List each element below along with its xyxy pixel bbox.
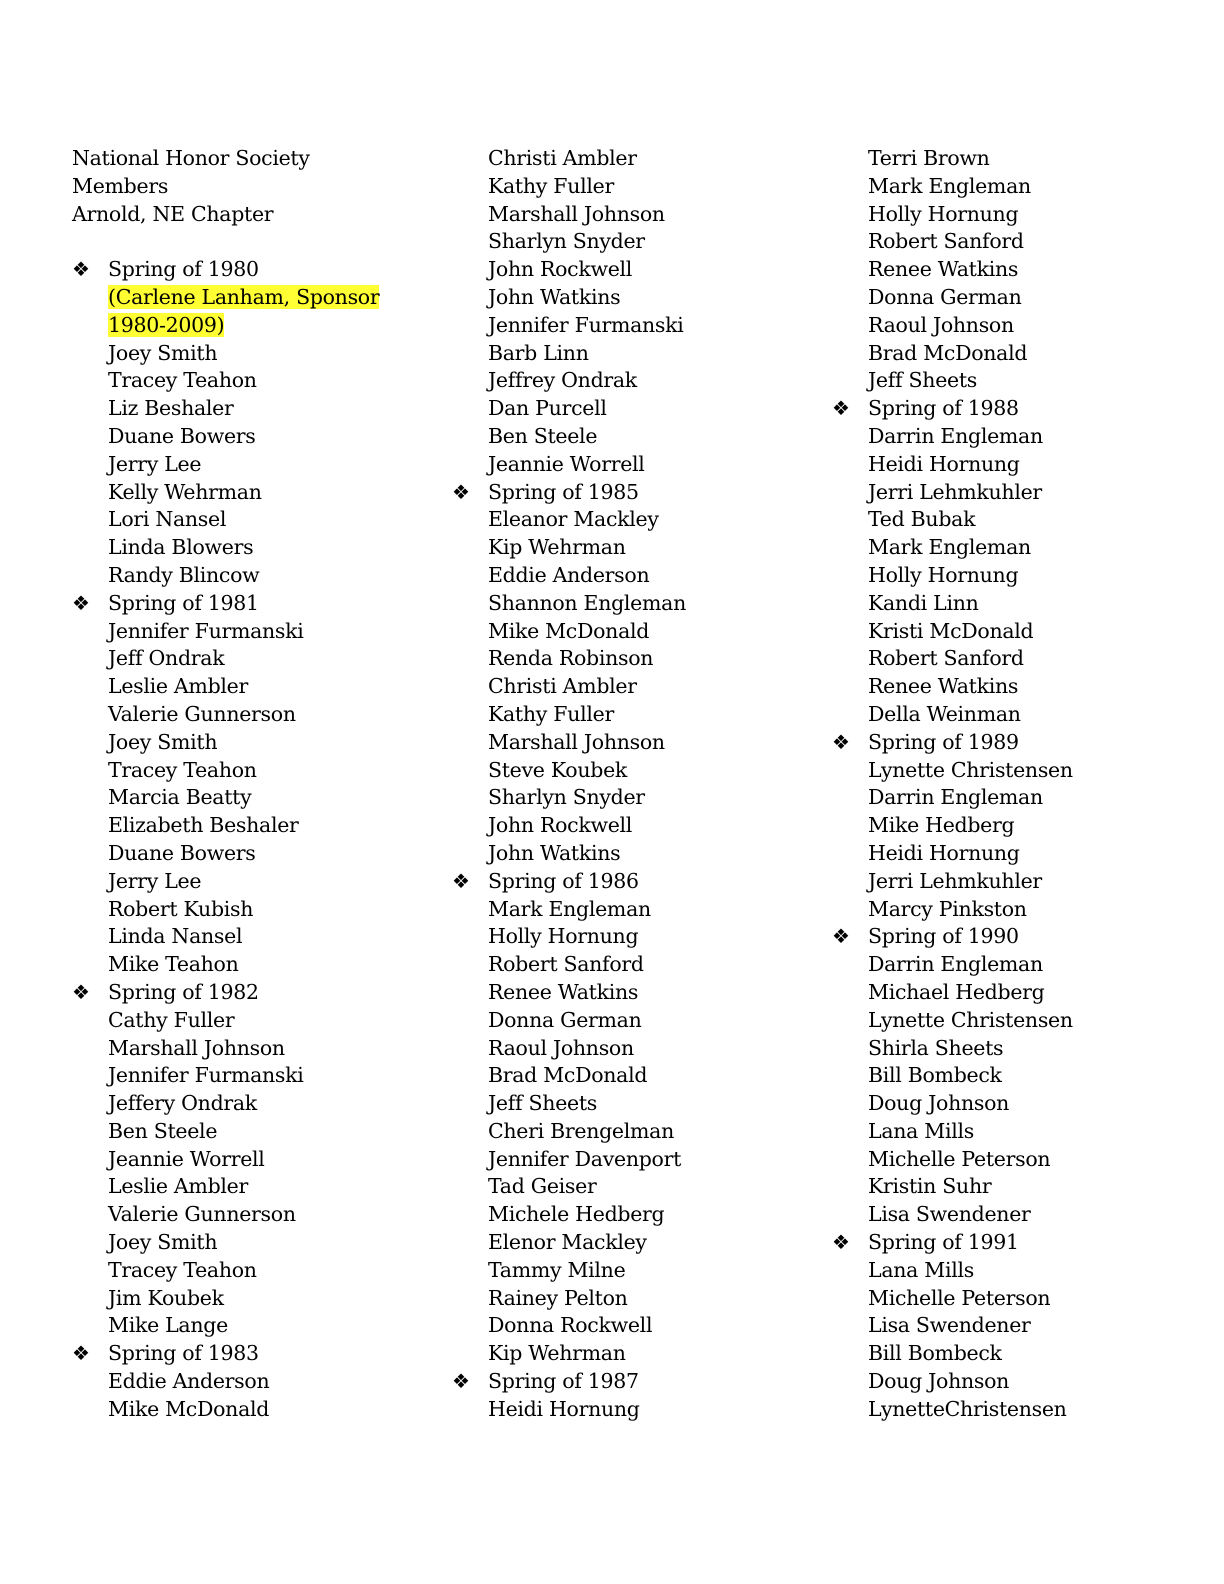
member-name: Kathy Fuller — [488, 173, 614, 198]
member-name: Sharlyn Snyder — [488, 229, 645, 254]
diamond-bullet-icon: ❖ — [452, 479, 470, 504]
member-name: Kip Wehrman — [488, 1341, 626, 1366]
chapter-name: Arnold, NE Chapter — [72, 201, 274, 226]
member-name: Randy Blincow — [108, 562, 260, 587]
section-heading-label: Spring of 1982 — [108, 979, 259, 1004]
member-name: Christi Ambler — [488, 146, 637, 170]
section-heading-spring-of-1982 — [72, 979, 432, 1007]
member-name: Joey Smith — [108, 1230, 218, 1255]
document-subtitle: Members — [72, 173, 169, 198]
column-2 — [452, 145, 812, 1424]
section-heading-spring-of-1980 — [72, 256, 432, 284]
member-name: Kandi Linn — [868, 590, 979, 615]
member-name: Renee Watkins — [488, 979, 639, 1004]
member-name: Della Weinman — [868, 701, 1021, 726]
section-heading-spring-of-1983 — [72, 1340, 432, 1368]
diamond-bullet-icon: ❖ — [72, 257, 90, 282]
member-name: Bill Bombeck — [868, 1341, 1002, 1366]
diamond-bullet-icon: ❖ — [832, 396, 850, 421]
member-name: Leslie Ambler — [108, 1174, 248, 1199]
member-name: Mike Teahon — [108, 952, 239, 977]
member-name: Liz Beshaler — [108, 396, 234, 421]
member-name: Dan Purcell — [488, 396, 607, 421]
diamond-bullet-icon: ❖ — [452, 1369, 470, 1394]
member-name: Renee Watkins — [868, 257, 1019, 282]
member-name: Eddie Anderson — [488, 562, 650, 587]
member-name: Michelle Peterson — [868, 1285, 1051, 1310]
member-name: Tammy Milne — [488, 1257, 626, 1282]
member-name: Jerri Lehmkuhler — [868, 868, 1042, 893]
sponsor-note-line — [72, 284, 432, 312]
document-title: National Honor Society — [72, 146, 310, 170]
member-name: Rainey Pelton — [488, 1285, 628, 1310]
member-name: Jennifer Furmanski — [108, 618, 304, 643]
member-name: Jeff Sheets — [868, 368, 978, 393]
member-name: Heidi Hornung — [868, 840, 1020, 865]
section-heading-spring-of-1989 — [832, 729, 1192, 757]
section-heading-label: Spring of 1983 — [108, 1341, 259, 1366]
member-name: Christi Ambler — [488, 674, 637, 699]
member-name: Jeff Sheets — [488, 1091, 598, 1116]
member-name: Duane Bowers — [108, 840, 256, 865]
member-name: Darrin Engleman — [868, 423, 1043, 448]
member-name: Doug Johnson — [868, 1369, 1010, 1394]
section-heading-label: Spring of 1986 — [488, 868, 639, 893]
member-name: Eleanor Mackley — [488, 507, 659, 532]
section-heading-label: Spring of 1988 — [868, 396, 1019, 421]
sponsor-note-highlight: 1980-2009) — [108, 312, 225, 337]
member-name: Raoul Johnson — [868, 312, 1014, 337]
member-name: Sharlyn Snyder — [488, 785, 645, 810]
section-heading-label: Spring of 1987 — [488, 1369, 639, 1394]
column-1-list — [72, 256, 432, 1423]
member-name: LynetteChristensen — [868, 1396, 1067, 1421]
member-name: Kristin Suhr — [868, 1174, 992, 1199]
member-name: Jerry Lee — [108, 451, 202, 476]
member-name: Tad Geiser — [488, 1174, 597, 1199]
section-heading-label: Spring of 1990 — [868, 924, 1019, 949]
member-name: Jeff Ondrak — [108, 646, 225, 671]
member-name: Jeffery Ondrak — [108, 1091, 257, 1116]
section-heading-spring-of-1981 — [72, 590, 432, 618]
member-name: Kelly Wehrman — [108, 479, 262, 504]
member-name: John Watkins — [488, 840, 621, 865]
member-name: Cheri Brengelman — [488, 1118, 674, 1143]
member-name: Donna Rockwell — [488, 1313, 653, 1338]
member-name: Lana Mills — [868, 1118, 974, 1143]
member-name: Lynette Christensen — [868, 1007, 1073, 1032]
member-name: Holly Hornung — [868, 562, 1019, 587]
member-name: Linda Nansel — [108, 924, 243, 949]
section-heading-spring-of-1990 — [832, 923, 1192, 951]
member-name: Heidi Hornung — [488, 1396, 640, 1421]
member-name: Marcia Beatty — [108, 785, 252, 810]
member-name: Eddie Anderson — [108, 1369, 270, 1394]
member-name: Barb Linn — [488, 340, 589, 365]
member-name: Doug Johnson — [868, 1091, 1010, 1116]
section-heading-label: Spring of 1985 — [488, 479, 639, 504]
member-name: Jim Koubek — [108, 1285, 224, 1310]
member-name: Renda Robinson — [488, 646, 654, 671]
member-name: Mike Hedberg — [868, 813, 1015, 838]
member-name: John Rockwell — [488, 257, 633, 282]
member-name: Robert Sanford — [488, 952, 644, 977]
member-name: Mike McDonald — [108, 1396, 270, 1421]
member-name: Tracey Teahon — [108, 368, 257, 393]
section-heading-spring-of-1991 — [832, 1229, 1192, 1257]
diamond-bullet-icon: ❖ — [832, 924, 850, 949]
column-3-list — [832, 145, 1192, 1424]
member-name: John Watkins — [488, 284, 621, 309]
column-1 — [72, 145, 432, 1424]
member-name: Jerri Lehmkuhler — [868, 479, 1042, 504]
member-name: Tracey Teahon — [108, 1257, 257, 1282]
diamond-bullet-icon: ❖ — [72, 1341, 90, 1366]
member-name: Jeffrey Ondrak — [488, 368, 637, 393]
section-heading-label: Spring of 1980 — [108, 257, 259, 282]
member-name: Darrin Engleman — [868, 952, 1043, 977]
member-name: Jeannie Worrell — [108, 1146, 265, 1171]
member-name: Terri Brown — [868, 146, 990, 170]
member-name: Lisa Swendener — [868, 1313, 1031, 1338]
blank-line — [72, 228, 432, 256]
member-name: Jerry Lee — [108, 868, 202, 893]
member-name: Robert Sanford — [868, 646, 1024, 671]
member-name: Kristi McDonald — [868, 618, 1034, 643]
member-name: Robert Kubish — [108, 896, 254, 921]
section-heading-label: Spring of 1981 — [108, 590, 259, 615]
member-name: Renee Watkins — [868, 674, 1019, 699]
member-name: Marshall Johnson — [488, 201, 665, 226]
member-name: Steve Koubek — [488, 757, 628, 782]
member-name: John Rockwell — [488, 813, 633, 838]
member-name: Kathy Fuller — [488, 701, 614, 726]
member-name: Kip Wehrman — [488, 535, 626, 560]
member-name: Cathy Fuller — [108, 1007, 235, 1032]
member-name: Marshall Johnson — [108, 1035, 285, 1060]
member-name: Mike Lange — [108, 1313, 228, 1338]
member-name: Lynette Christensen — [868, 757, 1073, 782]
member-name: Donna German — [488, 1007, 642, 1032]
member-name: Darrin Engleman — [868, 785, 1043, 810]
member-name: Robert Sanford — [868, 229, 1024, 254]
section-heading-label: Spring of 1991 — [868, 1230, 1019, 1255]
member-name: Mark Engleman — [868, 173, 1031, 198]
diamond-bullet-icon: ❖ — [832, 1230, 850, 1255]
member-name: Marshall Johnson — [488, 729, 665, 754]
member-name: Tracey Teahon — [108, 757, 257, 782]
member-name: Jennifer Davenport — [488, 1146, 682, 1171]
section-heading-spring-of-1985 — [452, 479, 812, 507]
section-heading-spring-of-1988 — [832, 395, 1192, 423]
member-name: Jeannie Worrell — [488, 451, 645, 476]
sponsor-note-line — [72, 312, 432, 340]
member-name: Leslie Ambler — [108, 674, 248, 699]
section-heading-label: Spring of 1989 — [868, 729, 1019, 754]
member-name: Marcy Pinkston — [868, 896, 1027, 921]
section-heading-spring-of-1986 — [452, 868, 812, 896]
member-name: Jennifer Furmanski — [488, 312, 684, 337]
member-name: Joey Smith — [108, 340, 218, 365]
member-name: Linda Blowers — [108, 535, 254, 560]
member-name: Mark Engleman — [868, 535, 1031, 560]
member-name: Michael Hedberg — [868, 979, 1045, 1004]
member-name: Joey Smith — [108, 729, 218, 754]
member-name: Brad McDonald — [488, 1063, 648, 1088]
section-heading-spring-of-1987 — [452, 1368, 812, 1396]
member-name: Bill Bombeck — [868, 1063, 1002, 1088]
member-name: Shannon Engleman — [488, 590, 686, 615]
diamond-bullet-icon: ❖ — [452, 868, 470, 893]
member-name: Ben Steele — [108, 1118, 218, 1143]
member-name: Mike McDonald — [488, 618, 650, 643]
member-name: Lana Mills — [868, 1257, 974, 1282]
member-name: Jennifer Furmanski — [108, 1063, 304, 1088]
member-name: Holly Hornung — [488, 924, 639, 949]
sponsor-note-highlight: (Carlene Lanham, Sponsor — [108, 284, 380, 309]
member-name: Elizabeth Beshaler — [108, 813, 299, 838]
column-3 — [832, 145, 1192, 1424]
member-name: Holly Hornung — [868, 201, 1019, 226]
member-name: Valerie Gunnerson — [108, 1202, 296, 1227]
member-name: Duane Bowers — [108, 423, 256, 448]
column-2-list — [452, 145, 812, 1424]
member-name: Donna German — [868, 284, 1022, 309]
member-name: Brad McDonald — [868, 340, 1028, 365]
member-name: Ben Steele — [488, 423, 598, 448]
member-name: Ted Bubak — [868, 507, 976, 532]
member-name: Heidi Hornung — [868, 451, 1020, 476]
member-name: Lori Nansel — [108, 507, 227, 532]
member-name: Michele Hedberg — [488, 1202, 665, 1227]
member-name: Michelle Peterson — [868, 1146, 1051, 1171]
diamond-bullet-icon: ❖ — [832, 729, 850, 754]
member-name: Valerie Gunnerson — [108, 701, 296, 726]
member-name: Shirla Sheets — [868, 1035, 1004, 1060]
member-name: Lisa Swendener — [868, 1202, 1031, 1227]
diamond-bullet-icon: ❖ — [72, 979, 90, 1004]
member-name: Raoul Johnson — [488, 1035, 634, 1060]
member-name: Elenor Mackley — [488, 1230, 647, 1255]
member-name: Mark Engleman — [488, 896, 651, 921]
diamond-bullet-icon: ❖ — [72, 590, 90, 615]
